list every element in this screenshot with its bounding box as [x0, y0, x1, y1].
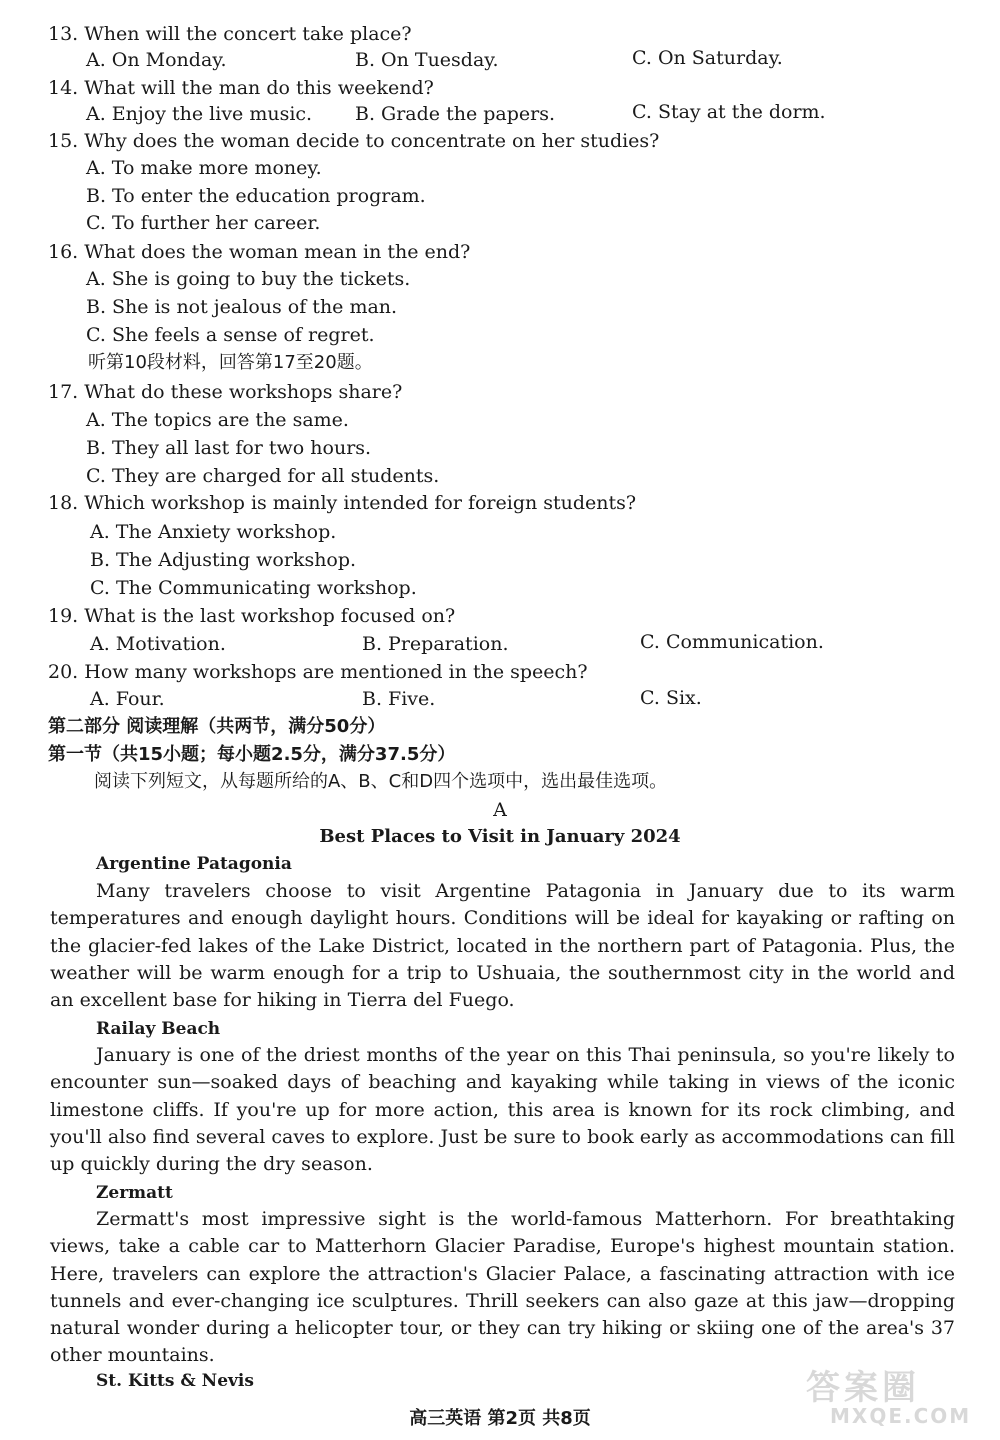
- option-19b: B. Preparation.: [362, 633, 509, 655]
- section-text-patagonia: Many travelers choose to visit Argentine Patagonia in January due to its warm temperatures and enough daylight hours. Conditions will be ideal for kayaking or rafting on the glacier-fed lakes of the Lake District, located in the northern part of Patagonia. Plus, the weather will be warm enough for a trip to Ushuaia, the southernmost city in the world and an excellent base for hiking in Tierra del Fuego.: [50, 880, 955, 1012]
- option-18c: C. The Communicating workshop.: [90, 577, 417, 599]
- question-17: 17. What do these workshops share?: [48, 381, 403, 403]
- option-13a: A. On Monday.: [86, 49, 227, 71]
- section-heading-zermatt: Zermatt: [96, 1183, 173, 1203]
- option-16c: C. She feels a sense of regret.: [86, 324, 375, 346]
- question-18: 18. Which workshop is mainly intended for foreign students?: [48, 492, 637, 514]
- option-20b: B. Five.: [362, 688, 436, 710]
- question-15: 15. Why does the woman decide to concentrate on her studies?: [48, 130, 660, 152]
- section-heading-stkitts: St. Kitts & Nevis: [96, 1371, 254, 1391]
- reading-instruction: 阅读下列短文，从每题所给的A、B、C和D四个选项中，选出最佳选项。: [94, 771, 668, 792]
- watermark-logo: [798, 1360, 988, 1430]
- section1-heading: 第一节（共15小题；每小题2.5分，满分37.5分）: [48, 744, 456, 765]
- option-17c: C. They are charged for all students.: [86, 465, 440, 487]
- question-14: 14. What will the man do this weekend?: [48, 77, 434, 99]
- watermark-url: MXQE.COM: [830, 1404, 972, 1428]
- passage-letter: A: [493, 799, 507, 821]
- option-17b: B. They all last for two hours.: [86, 437, 372, 459]
- option-13b: B. On Tuesday.: [355, 49, 499, 71]
- option-16b: B. She is not jealous of the man.: [86, 296, 398, 318]
- question-19: 19. What is the last workshop focused on?: [48, 605, 456, 627]
- option-20c: C. Six.: [640, 687, 702, 709]
- option-16a: A. She is going to buy the tickets.: [86, 268, 411, 290]
- option-13c: C. On Saturday.: [632, 47, 783, 69]
- option-18a: A. The Anxiety workshop.: [90, 521, 337, 543]
- section-text-zermatt: Zermatt's most impressive sight is the world-famous Matterhorn. For breathtaking views, take a cable car to Matterhorn Glacier Paradise, Europe's highest mountain station. Here, travelers can explore the attraction's Glacier Palace, a fascinating attraction with ice tunnels and ever-changing ice sculptures. Thrill seekers can also gaze at this jaw—dropping natural wonder during a helicopter tour, or they can try hiking or skiing one of the area's 37 other mountains.: [50, 1208, 955, 1367]
- option-17a: A. The topics are the same.: [86, 409, 349, 431]
- option-15b: B. To enter the education program.: [86, 185, 426, 207]
- passage-title: Best Places to Visit in January 2024: [319, 826, 681, 847]
- question-20: 20. How many workshops are mentioned in the speech?: [48, 661, 588, 683]
- page-footer: 高三英语 第2页 共8页: [409, 1408, 591, 1429]
- option-14a: A. Enjoy the live music.: [86, 103, 313, 125]
- option-19a: A. Motivation.: [90, 633, 226, 655]
- option-18b: B. The Adjusting workshop.: [90, 549, 357, 571]
- section-heading-railay: Railay Beach: [96, 1019, 221, 1039]
- option-15a: A. To make more money.: [86, 157, 322, 179]
- listening-instruction: 听第10段材料，回答第17至20题。: [88, 352, 373, 373]
- question-13: 13. When will the concert take place?: [48, 23, 412, 45]
- option-20a: A. Four.: [90, 688, 165, 710]
- option-15c: C. To further her career.: [86, 212, 321, 234]
- question-16: 16. What does the woman mean in the end?: [48, 241, 471, 263]
- part2-heading: 第二部分 阅读理解（共两节，满分50分）: [48, 716, 386, 737]
- option-19c: C. Communication.: [640, 631, 824, 653]
- section-text-railay: January is one of the driest months of the year on this Thai peninsula, so you're likely to encounter sun—soaked days of beaching and kayaking while taking in views of the iconic limestone cliffs. If you're up for more action, this area is known for its rock climbing, and you'll also find several caves to explore. Just be sure to book early as accommodations can fill up quickly during the dry season.: [50, 1044, 955, 1176]
- section-heading-patagonia: Argentine Patagonia: [96, 854, 292, 874]
- option-14b: B. Grade the papers.: [355, 103, 556, 125]
- watermark-logo-text: 答案圈: [806, 1368, 920, 1408]
- option-14c: C. Stay at the dorm.: [632, 101, 826, 123]
